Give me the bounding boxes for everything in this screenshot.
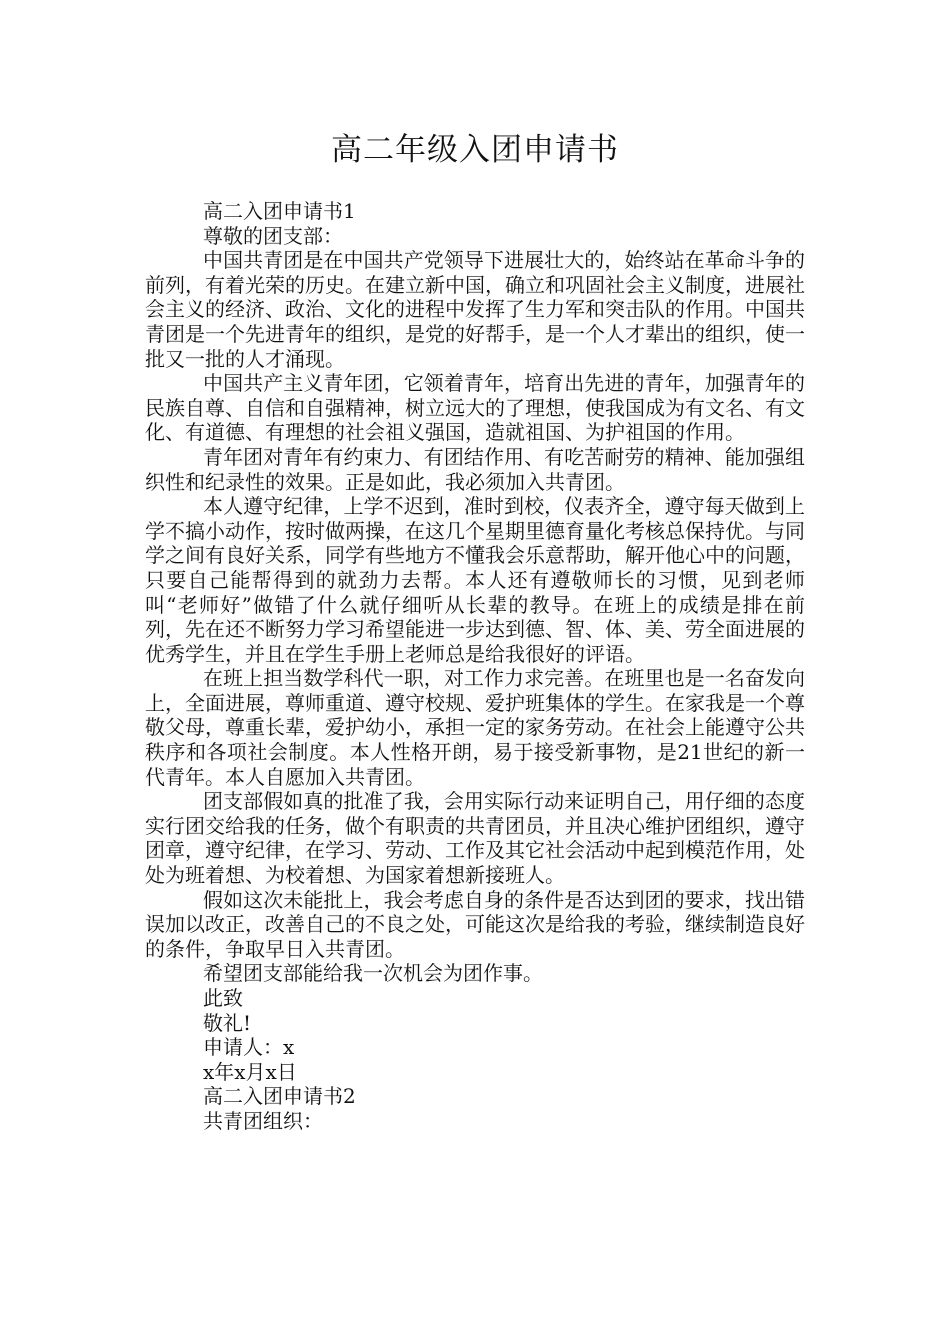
document-body bbox=[145, 199, 805, 1134]
body-paragraph: 假如这次未能批上，我会考虑自身的条件是否达到团的要求，找出错误加以改正，改善自己的不良之处，可能这次是给我的考验，继续制造良好的条件，争取早日入共青团。 bbox=[145, 887, 805, 961]
salutation-2: 共青团组织： bbox=[203, 1108, 323, 1133]
closing-cizhi: 此致 bbox=[203, 986, 243, 1010]
document-title: 高二年级入团申请书 bbox=[331, 132, 619, 168]
applicant-signature: 申请人：x bbox=[203, 1035, 295, 1060]
section-heading-2: 高二入团申请书2 bbox=[203, 1084, 356, 1109]
body-paragraph: 青年团对青年有约束力、有团结作用、有吃苦耐劳的精神、能加强组织性和纪录性的效果。正是如此，我必须加入共青团。 bbox=[145, 444, 805, 494]
closing-wish: 希望团支部能给我一次机会为团作事。 bbox=[203, 961, 543, 986]
body-paragraph: 在班上担当数学科代一职，对工作力求完善。在班里也是一名奋发向上，全面进展，尊师重道、遵守校规、爱护班集体的学生。在家我是一个尊敬父母，尊重长辈，爱护幼小，承担一定的家务劳动。在社会上能遵守公共秩序和各项社会制度。本人性格开朗，易于接受新事物，是21世纪的新一代青年。本人自愿加入共青团。 bbox=[145, 666, 805, 789]
salutation: 尊敬的团支部： bbox=[203, 223, 343, 248]
body-paragraph: 团支部假如真的批准了我，会用实际行动来证明自己，用仔细的态度实行团交给我的任务，做个有职责的共青团员，并且决心维护团组织，遵守团章，遵守纪律，在学习、劳动、工作及其它社会活动中起到模范作用，处处为班着想、为校着想、为国家着想新接班人。 bbox=[145, 789, 805, 888]
body-paragraph: 本人遵守纪律，上学不迟到，准时到校，仪表齐全，遵守每天做到上学不搞小动作，按时做两操，在这几个星期里德育量化考核总保持优。与同学之间有良好关系，同学有些地方不懂我会乐意帮助，解开他心中的问题，只要自己能帮得到的就劲力去帮。本人还有遵敬师长的习惯，见到老师叫“老师好”做错了什么就仔细听从长辈的教导。在班上的成绩是排在前列，先在还不断努力学习希望能进一步达到德、智、体、美、劳全面进展的优秀学生，并且在学生手册上老师总是给我很好的评语。 bbox=[145, 494, 805, 666]
application-date: x年x月x日 bbox=[203, 1059, 297, 1084]
body-paragraph: 中国共青团是在中国共产党领导下进展壮大的，始终站在革命斗争的前列，有着光荣的历史。在建立新中国，确立和巩固社会主义制度，进展社会主义的经济、政治、文化的进程中发挥了生力军和突击队的作用。中国共青团是一个先进青年的组织，是党的好帮手，是一个人才辈出的组织，使一批又一批的人才涌现。 bbox=[145, 248, 805, 371]
section-heading-1: 高二入团申请书1 bbox=[203, 199, 356, 223]
closing-jingli: 敬礼! bbox=[203, 1010, 252, 1035]
body-paragraph: 中国共产主义青年团，它领着青年，培育出先进的青年，加强青年的民族自尊、自信和自强精神，树立远大的了理想，使我国成为有文名、有文化、有道德、有理想的社会祖义强国，造就祖国、为护祖国的作用。 bbox=[145, 371, 805, 445]
